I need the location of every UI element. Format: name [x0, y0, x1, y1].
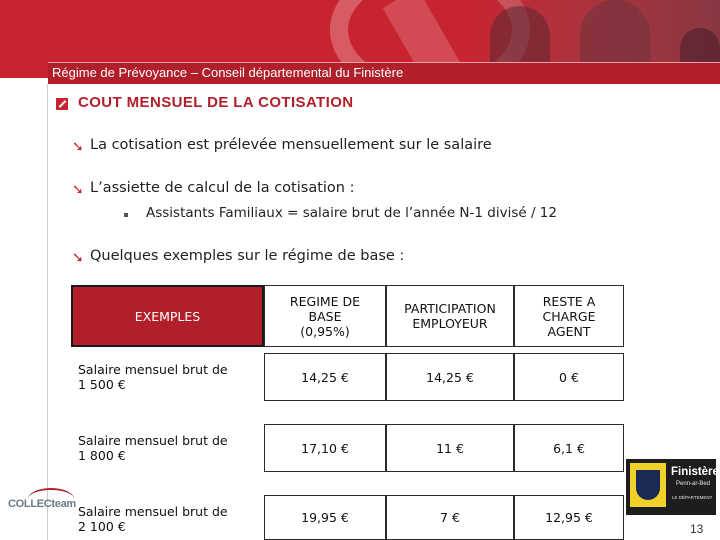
table-cell-regime: 19,95 € [301, 510, 349, 525]
collecteam-logo: COLLECteam [8, 498, 76, 510]
finistere-logo-dept: LE DÉPARTEMENT [672, 495, 713, 500]
row-label-line: 1 500 € [78, 377, 126, 392]
bullet-text-2: L’assiette de calcul de la cotisation : [90, 180, 355, 196]
title-arrow-icon [56, 98, 68, 110]
row-label-line: Salaire mensuel brut de [78, 362, 228, 377]
header-line: BASE [308, 308, 342, 324]
header-line: REGIME DE [289, 293, 361, 309]
header-line: AGENT [547, 323, 591, 339]
finistere-logo-name: Finistère [671, 466, 719, 478]
header-line: PARTICIPATION [404, 301, 496, 316]
table-cell-regime: 17,10 € [301, 440, 349, 456]
header-line: RESTE A [542, 293, 596, 309]
table-row-label [78, 362, 228, 392]
table-cell-agent: 6,1 € [553, 440, 585, 456]
table-cell-employer: 7 € [440, 510, 460, 525]
table-row-label [78, 433, 228, 463]
header-line: EMPLOYEUR [412, 316, 488, 331]
table-cell-employer: 11 € [436, 440, 464, 456]
finistere-crest-shield [636, 470, 660, 500]
table-header-employer [386, 285, 514, 347]
table-header-agent [514, 285, 624, 347]
header-line: CHARGE [542, 308, 596, 324]
row-label-line: Salaire mensuel brut de [78, 433, 228, 448]
bullet-subtext: Assistants Familiaux = salaire brut de l’année N-1 divisé / 12 [146, 205, 557, 221]
arrow-bullet-icon: ➘ [72, 250, 84, 266]
slide-subtitle: Régime de Prévoyance – Conseil départemental du Finistère [52, 65, 404, 80]
arrow-bullet-icon: ➘ [72, 182, 84, 198]
table-cell-employer: 14,25 € [426, 369, 474, 385]
page-number: 13 [690, 522, 704, 536]
table-cell-agent: 0 € [559, 369, 579, 385]
finistere-logo-tagline: Penn-ar-Bed [676, 481, 711, 487]
bullet-text-3: Quelques exemples sur le régime de base : [90, 248, 405, 264]
table-header-regime [264, 285, 386, 347]
row-label-line: Salaire mensuel brut de [78, 504, 228, 519]
arrow-bullet-icon: ➘ [72, 139, 84, 155]
table-cell-regime: 14,25 € [301, 369, 349, 385]
table-cell-agent: 12,95 € [545, 510, 593, 525]
bullet-text-1: La cotisation est prélevée mensuellement sur le salaire [90, 137, 492, 153]
left-rule [47, 84, 48, 540]
table-row-label [78, 504, 228, 534]
slide-title: COUT MENSUEL DE LA COTISATION [78, 94, 354, 111]
row-label-line: 2 100 € [78, 519, 126, 534]
row-label-line: 1 800 € [78, 448, 126, 463]
table-header-examples: EXEMPLES [134, 308, 201, 324]
square-bullet-icon [124, 213, 128, 217]
header-line: (0,95%) [300, 323, 350, 339]
